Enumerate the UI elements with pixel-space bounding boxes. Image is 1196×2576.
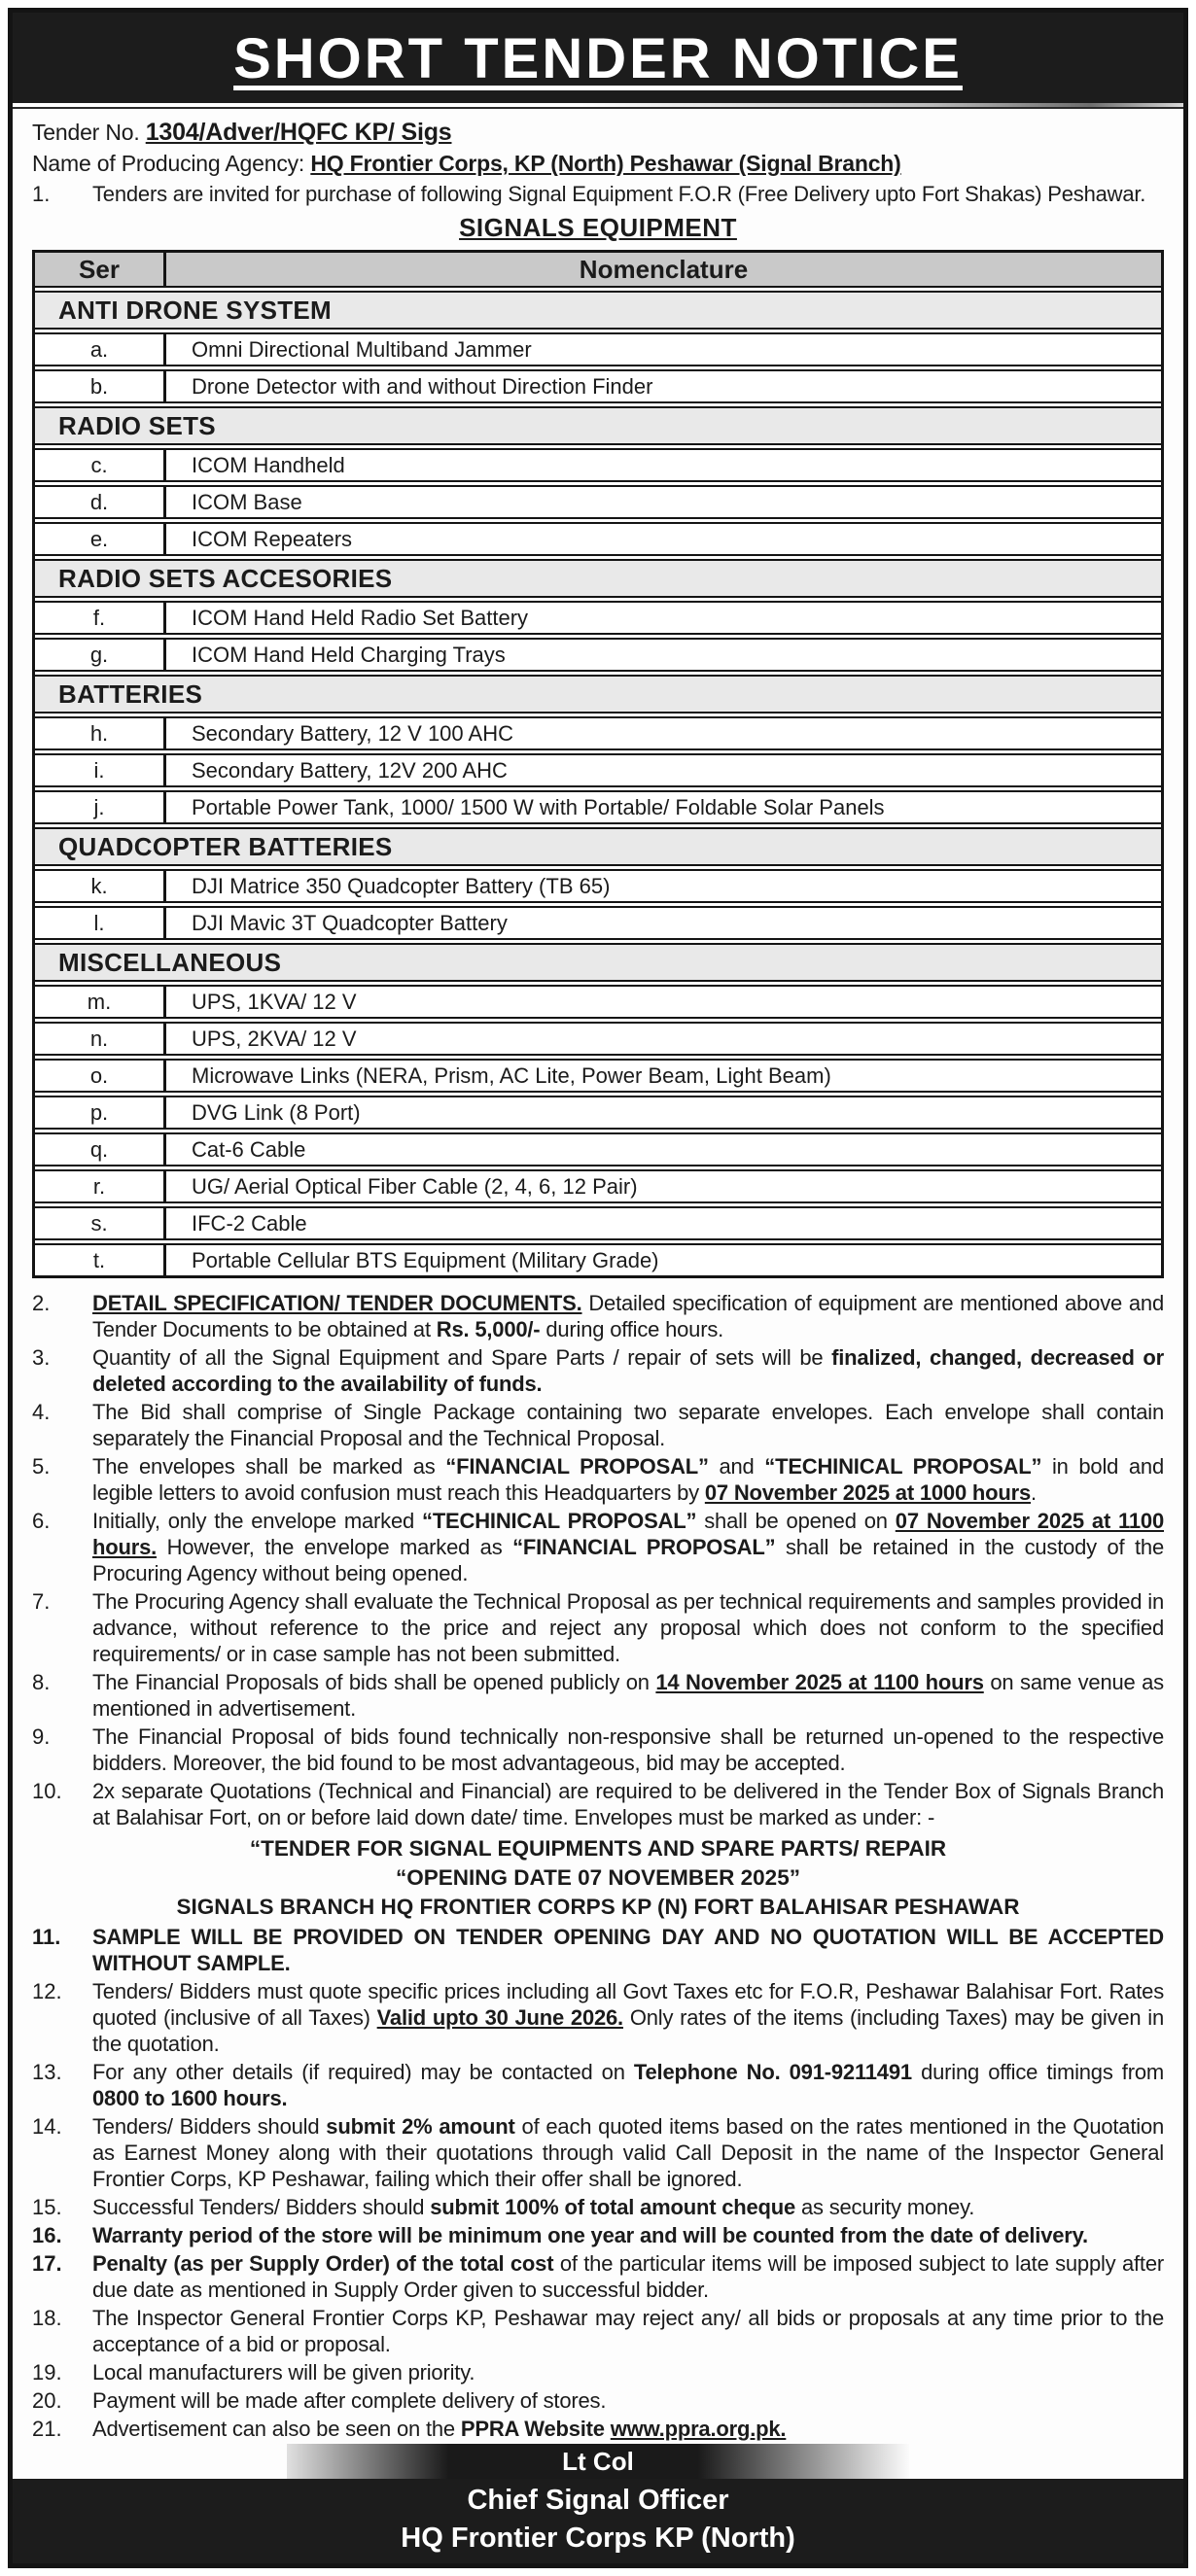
row-ser: s. (35, 1208, 166, 1238)
item-text: The Financial Proposals of bids shall be opened publicly on 14 November 2025 at 1100 hours on same venue as mentioned in advertisement. (92, 1670, 1164, 1721)
page-title: SHORT TENDER NOTICE (233, 27, 963, 90)
notice-item-18 (32, 2305, 1164, 2357)
table-row-q (35, 1132, 1161, 1166)
section-title: BATTERIES (58, 679, 203, 709)
row-ser: k. (35, 871, 166, 901)
table-section-row (35, 406, 1161, 445)
tender-number-label: Tender No. (32, 120, 140, 145)
table-row-j (35, 790, 1161, 824)
table-row-r (35, 1169, 1161, 1203)
item-text: The Bid shall comprise of Single Package containing two separate envelopes. Each envelope shall contain separately the Financial Proposal and the Technical Proposal. (92, 1400, 1164, 1450)
table-row-d (35, 485, 1161, 519)
row-nomenclature: ICOM Hand Held Radio Set Battery (192, 606, 529, 630)
envelope-marking-block (32, 1834, 1164, 1922)
item-text: SAMPLE WILL BE PROVIDED ON TENDER OPENING DAY AND NO QUOTATION WILL BE ACCEPTED WITHOUT SAMPLE. (92, 1925, 1164, 1975)
item-text: Tenders/ Bidders should submit 2% amount of each quoted items based on the rates mentioned in the Quotation as Earnest Money along with their quotations through valid Call Deposit in the name of the Inspector General Frontier Corps, KP Peshawar, failing which their offer shall be ignored. (92, 2114, 1165, 2191)
envelope-marking-line: “OPENING DATE 07 NOVEMBER 2025” (396, 1865, 800, 1890)
row-nomenclature: ICOM Hand Held Charging Trays (192, 643, 506, 667)
row-nomenclature: DJI Mavic 3T Quadcopter Battery (192, 911, 508, 935)
item-number: 21. (32, 2417, 62, 2441)
table-row-a (35, 332, 1161, 366)
table-row-n (35, 1022, 1161, 1056)
envelope-marking-line: “TENDER FOR SIGNAL EQUIPMENTS AND SPARE PARTS/ REPAIR (249, 1836, 947, 1861)
signatory-org: HQ Frontier Corps KP (North) (401, 2523, 795, 2554)
section-title: RADIO SETS ACCESORIES (58, 564, 393, 593)
table-row-g (35, 638, 1161, 672)
item-text: Successful Tenders/ Bidders should submit 100% of total amount cheque as security money. (92, 2195, 975, 2219)
signals-equipment-table (32, 250, 1164, 1278)
intro-item-container (32, 179, 1164, 209)
notice-item-4 (32, 1399, 1164, 1451)
table-row-t (35, 1243, 1161, 1275)
table-row-e (35, 522, 1161, 556)
item-text: Initially, only the envelope marked “TECHINICAL PROPOSAL” shall be opened on 07 November 2025 at 1100 hours. However, the envelope marked as “FINANCIAL PROPOSAL” shall be retained in the custody of the Procuring Agency without being opened. (92, 1509, 1164, 1585)
item-text: Tenders are invited for purchase of following Signal Equipment F.O.R (Free Delivery upto Fort Shakas) Peshawar. (92, 182, 1146, 206)
row-ser: q. (35, 1134, 166, 1165)
item-text: Payment will be made after complete delivery of stores. (92, 2388, 607, 2413)
item-text: The Inspector General Frontier Corps KP, Peshawar may reject any/ all bids or proposals at any time prior to the acceptance of a bid or proposal. (92, 2306, 1164, 2356)
item-number: 3. (32, 1345, 51, 1370)
table-row-s (35, 1206, 1161, 1240)
row-nomenclature: ICOM Repeaters (192, 527, 353, 551)
item-number: 20. (32, 2388, 62, 2413)
item-number: 14. (32, 2114, 62, 2139)
row-ser: h. (35, 718, 166, 748)
row-ser: c. (35, 450, 166, 480)
row-ser: b. (35, 371, 166, 401)
item-number: 1. (32, 182, 51, 206)
item-text: Local manufacturers will be given priority. (92, 2360, 475, 2385)
row-nomenclature: Omni Directional Multiband Jammer (192, 337, 532, 362)
producing-agency-value: HQ Frontier Corps, KP (North) Peshawar (Signal Branch) (310, 151, 901, 176)
notice-item-8 (32, 1669, 1164, 1722)
notice-item-2 (32, 1290, 1164, 1342)
item-number: 6. (32, 1509, 51, 1533)
row-ser: j. (35, 792, 166, 822)
tender-number-line (32, 117, 1164, 148)
item-text: Tenders/ Bidders must quote specific prices including all Govt Taxes etc for F.O.R, Peshawar Balahisar Fort. Rates quoted (inclusive of all Taxes) Valid upto 30 June 2026. Only rates of the items (including Taxes) may be given in the quotation. (92, 1979, 1165, 2056)
rank-band (287, 2444, 909, 2479)
item-number: 7. (32, 1589, 51, 1614)
table-row-h (35, 716, 1161, 750)
notice-item-9 (32, 1723, 1164, 1776)
notice-item-19 (32, 2359, 1164, 2385)
row-nomenclature: ICOM Base (192, 490, 302, 514)
item-number: 12. (32, 1979, 62, 2003)
row-nomenclature: UG/ Aerial Optical Fiber Cable (2, 4, 6, 12 Pair) (192, 1174, 638, 1199)
table-section-row (35, 291, 1161, 330)
table-row-i (35, 753, 1161, 787)
notice-item-13 (32, 2059, 1164, 2111)
item-text: DETAIL SPECIFICATION/ TENDER DOCUMENTS. Detailed specification of equipment are mentioned above and Tender Documents to be obtained at Rs. 5,000/- during office hours. (92, 1291, 1164, 1341)
item-text: 2x separate Quotations (Technical and Financial) are required to be delivered in the Tender Box of Signals Branch at Balahisar Fort, on or before laid down date/ time. Envelopes must be marked as under: - (92, 1779, 1164, 1829)
notice-item-16 (32, 2222, 1164, 2248)
producing-agency-line (32, 148, 1164, 179)
row-nomenclature: Microwave Links (NERA, Prism, AC Lite, Power Beam, Light Beam) (192, 1063, 831, 1088)
table-heading: SIGNALS EQUIPMENT (459, 213, 737, 242)
row-nomenclature: ICOM Handheld (192, 453, 345, 477)
table-row-f (35, 601, 1161, 635)
item-number: 17. (32, 2251, 62, 2276)
row-nomenclature: Portable Power Tank, 1000/ 1500 W with Portable/ Foldable Solar Panels (192, 795, 885, 819)
item-number: 10. (32, 1779, 62, 1803)
row-nomenclature: Cat-6 Cable (192, 1137, 306, 1162)
section-title: RADIO SETS (58, 411, 216, 440)
row-nomenclature: UPS, 2KVA/ 12 V (192, 1027, 357, 1051)
item-text: Quantity of all the Signal Equipment and Spare Parts / repair of sets will be finalized, changed, decreased or deleted according to the availability of funds. (92, 1345, 1165, 1396)
signatory-rank: Lt Col (562, 2446, 634, 2476)
table-row-b (35, 369, 1161, 403)
producing-agency-label: Name of Producing Agency: (32, 151, 305, 176)
table-row-k (35, 869, 1161, 903)
row-nomenclature: UPS, 1KVA/ 12 V (192, 990, 357, 1014)
item-text: For any other details (if required) may be contacted on Telephone No. 091-9211491 during office timings from 0800 to 1600 hours. (92, 2060, 1164, 2110)
row-ser: r. (35, 1171, 166, 1201)
row-ser: o. (35, 1061, 166, 1091)
table-section-row (35, 943, 1161, 982)
notice-item-17 (32, 2250, 1164, 2303)
notice-item-5 (32, 1453, 1164, 1506)
column-header-nomenclature: Nomenclature (579, 255, 749, 284)
item-number: 9. (32, 1724, 51, 1749)
row-nomenclature: DJI Matrice 350 Quadcopter Battery (TB 65) (192, 874, 611, 898)
table-section-row (35, 559, 1161, 598)
row-ser: l. (35, 908, 166, 938)
notice-item-7 (32, 1588, 1164, 1667)
tender-notice-page (8, 8, 1188, 2568)
row-ser: f. (35, 603, 166, 633)
table-section-row (35, 827, 1161, 866)
item-number: 16. (32, 2223, 62, 2247)
row-ser: i. (35, 755, 166, 785)
notice-body (13, 109, 1183, 2444)
notice-item-11 (32, 1924, 1164, 1976)
row-nomenclature: IFC-2 Cable (192, 1211, 307, 1236)
table-section-row (35, 675, 1161, 714)
table-row-o (35, 1059, 1161, 1093)
notice-item-21 (32, 2416, 1164, 2442)
column-header-ser: Ser (35, 253, 166, 286)
title-band (13, 13, 1183, 103)
envelope-marking-line: SIGNALS BRANCH HQ FRONTIER CORPS KP (N) FORT BALAHISAR PESHAWAR (176, 1895, 1020, 1919)
row-ser: p. (35, 1097, 166, 1128)
table-row-m (35, 985, 1161, 1019)
section-title: MISCELLANEOUS (58, 948, 282, 977)
row-ser: n. (35, 1024, 166, 1054)
item-number: 4. (32, 1400, 51, 1424)
item-number: 18. (32, 2306, 62, 2330)
table-row-c (35, 448, 1161, 482)
row-nomenclature: Portable Cellular BTS Equipment (Military Grade) (192, 1248, 659, 1272)
row-nomenclature: Secondary Battery, 12V 200 AHC (192, 758, 508, 783)
section-title: QUADCOPTER BATTERIES (58, 832, 393, 861)
row-ser: d. (35, 487, 166, 517)
notice-item-10 (32, 1778, 1164, 1830)
item-number: 15. (32, 2195, 62, 2219)
item-text: Penalty (as per Supply Order) of the total cost of the particular items will be imposed subject to late supply after due date as mentioned in Supply Order given to successful bidder. (92, 2251, 1164, 2302)
item-number: 2. (32, 1291, 51, 1315)
row-nomenclature: Drone Detector with and without Direction Finder (192, 374, 653, 399)
row-ser: m. (35, 987, 166, 1017)
item-text: The envelopes shall be marked as “FINANCIAL PROPOSAL” and “TECHINICAL PROPOSAL” in bold and legible letters to avoid confusion must reach this Headquarters by 07 November 2025 at 1000 hours. (92, 1454, 1164, 1505)
item-number: 5. (32, 1454, 51, 1479)
row-ser: t. (35, 1245, 166, 1275)
item-text: Warranty period of the store will be minimum one year and will be counted from the date of delivery. (92, 2223, 1088, 2247)
row-ser: a. (35, 334, 166, 365)
row-ser: e. (35, 524, 166, 554)
table-header-row (35, 253, 1161, 288)
item-text: The Procuring Agency shall evaluate the Technical Proposal as per technical requirements and samples provided in advance, without reference to the price and reject any proposal which does not conform to the specified requirements/ or in case sample has not been submitted. (92, 1589, 1164, 1666)
item-number: 13. (32, 2060, 62, 2084)
signature-footer (13, 2444, 1183, 2563)
notice-item-15 (32, 2194, 1164, 2220)
signatory-band (13, 2479, 1183, 2563)
item-text: Advertisement can also be seen on the PPRA Website www.ppra.org.pk. (92, 2417, 787, 2441)
item-number: 8. (32, 1670, 51, 1694)
item-number: 11. (32, 1925, 61, 1949)
clauses-container (32, 1288, 1164, 2444)
table-row-p (35, 1096, 1161, 1130)
signatory-title: Chief Signal Officer (467, 2485, 729, 2516)
notice-item-6 (32, 1508, 1164, 1586)
notice-item-1 (32, 181, 1164, 207)
table-row-l (35, 906, 1161, 940)
notice-item-12 (32, 1978, 1164, 2057)
row-nomenclature: Secondary Battery, 12 V 100 AHC (192, 721, 513, 746)
notice-item-3 (32, 1344, 1164, 1397)
notice-item-14 (32, 2113, 1164, 2192)
item-number: 19. (32, 2360, 62, 2385)
row-ser: g. (35, 640, 166, 670)
row-nomenclature: DVG Link (8 Port) (192, 1100, 361, 1125)
notice-item-20 (32, 2387, 1164, 2414)
item-text: The Financial Proposal of bids found technically non-responsive shall be returned un-opened to the respective bidders. Moreover, the bid found to be most advantageous, bid may be accepted. (92, 1724, 1164, 1775)
tender-number-value: 1304/Adver/HQFC KP/ Sigs (145, 119, 452, 146)
section-title: ANTI DRONE SYSTEM (58, 296, 333, 325)
